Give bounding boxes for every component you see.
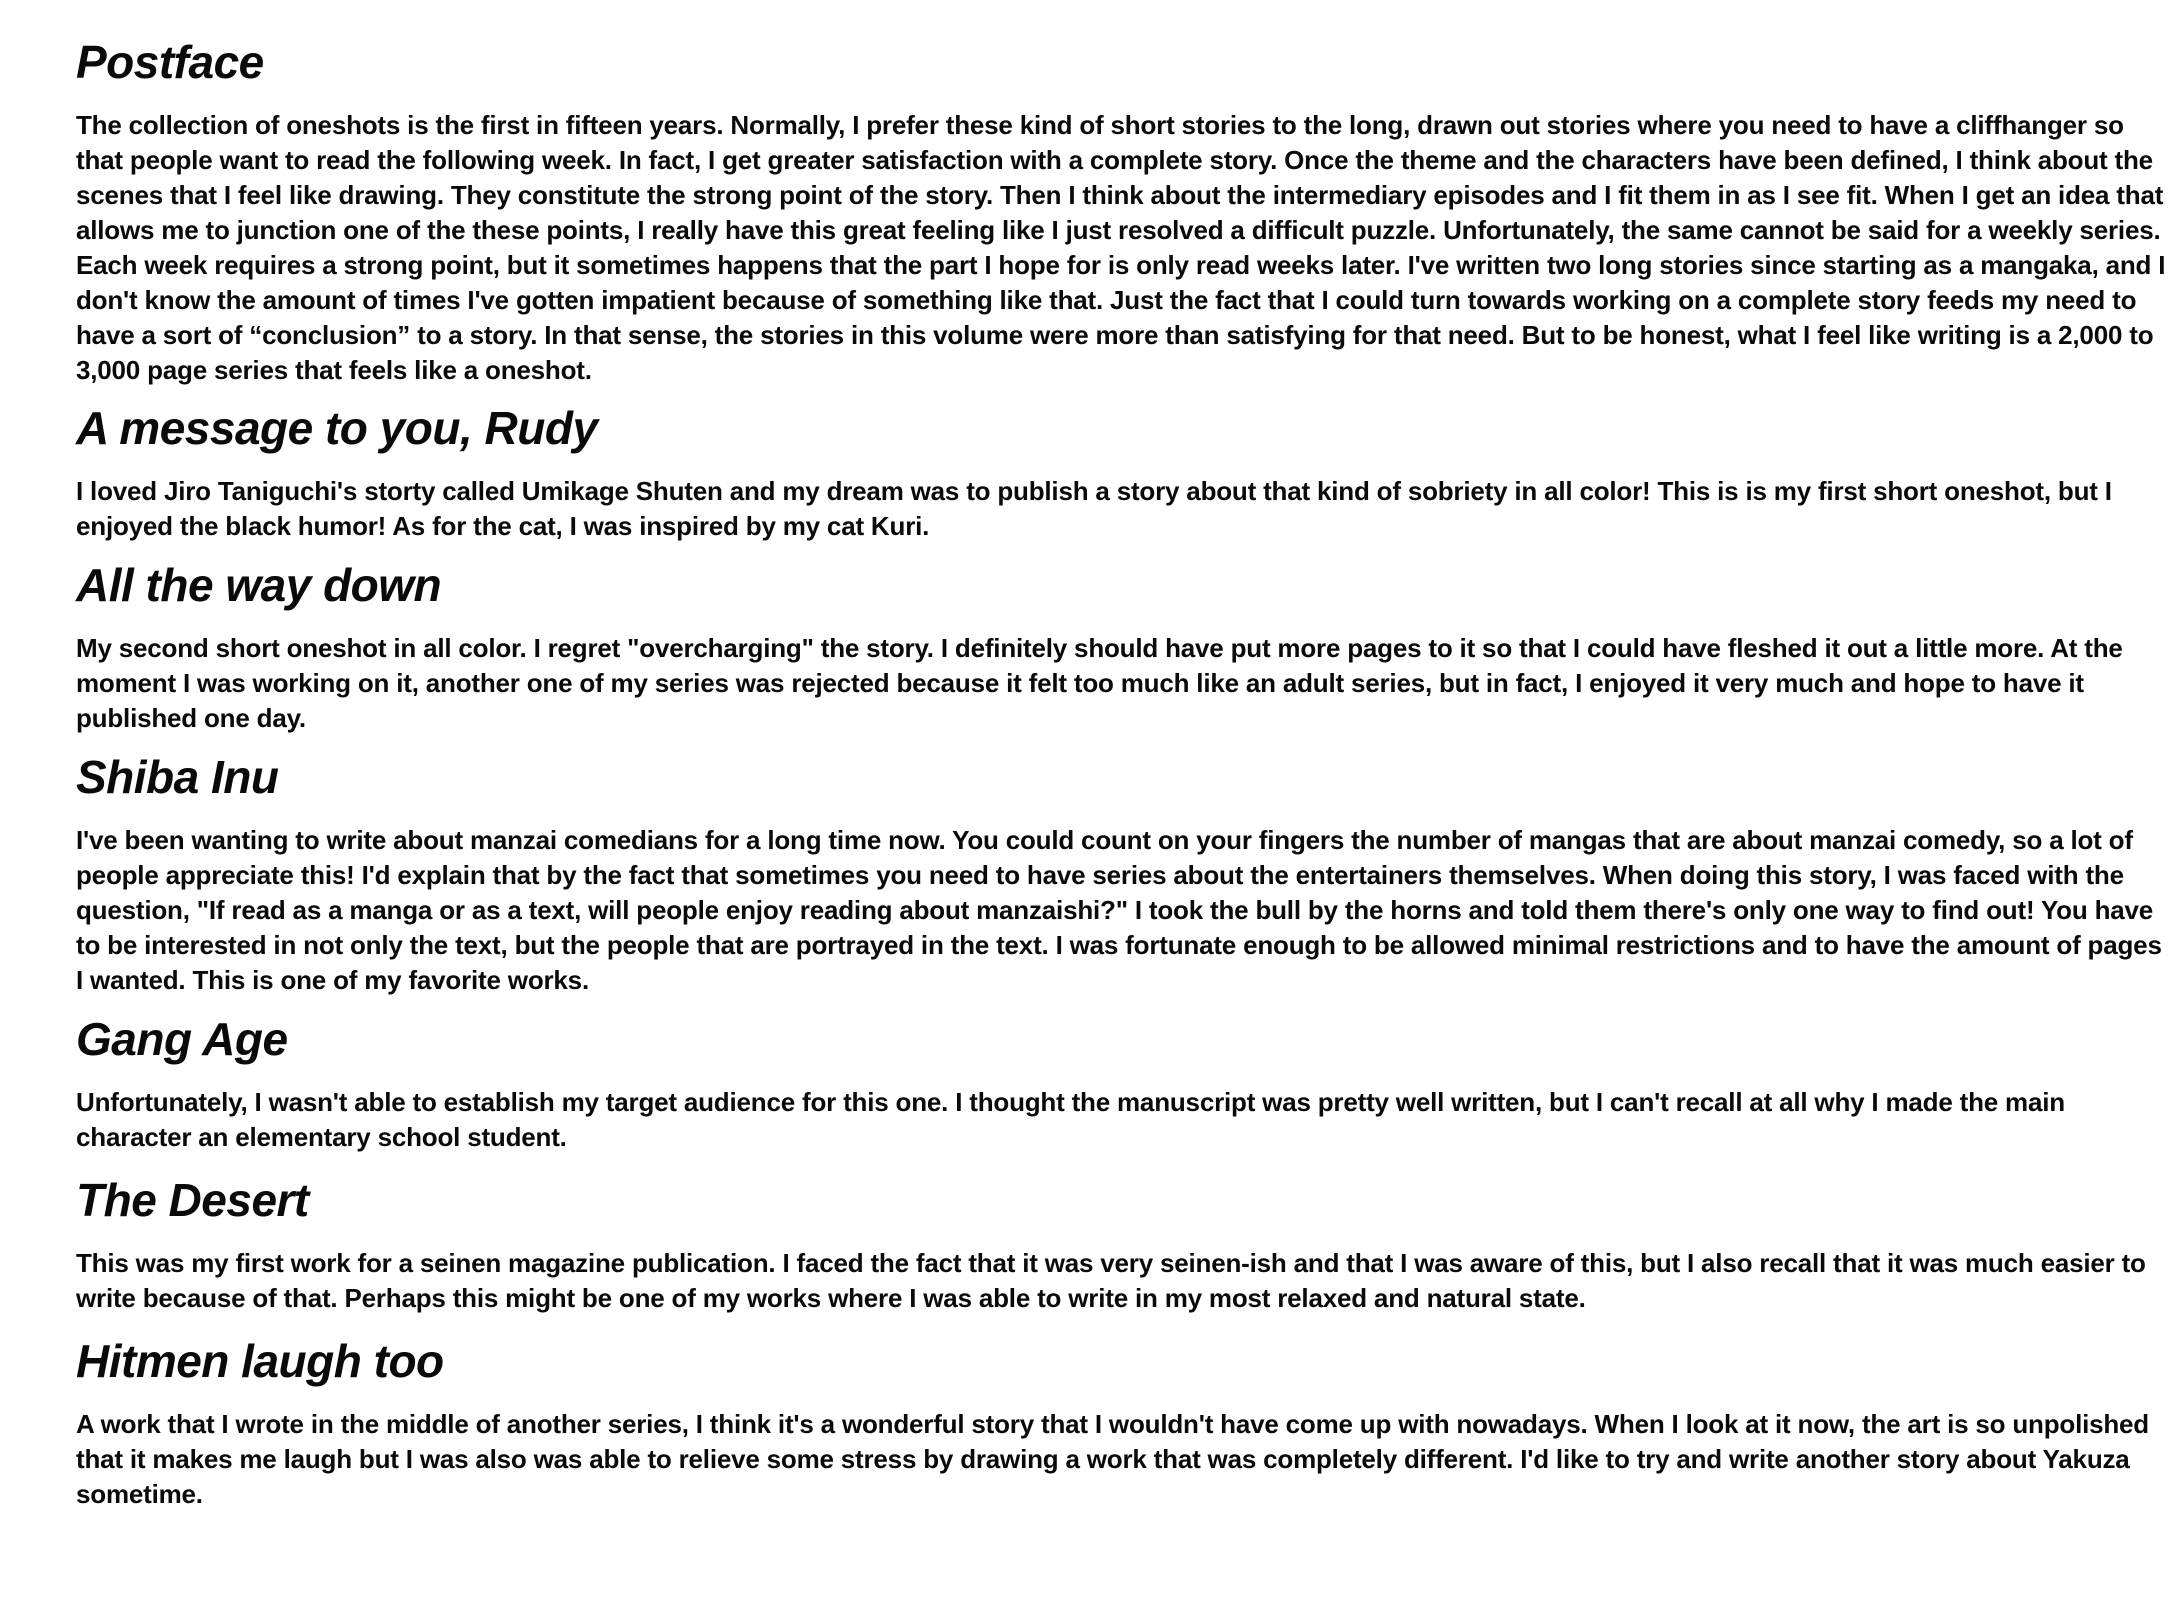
section-title: All the way down	[76, 559, 442, 611]
section-postface	[76, 34, 2166, 388]
section-title: Postface	[76, 36, 264, 88]
section-the-desert	[76, 1172, 2166, 1316]
section-body: A work that I wrote in the middle of another series, I think it's a wonderful story that I wouldn't have come up with nowadays. When I look at it now, the art is so unpolished that it makes me laugh but I was also was able to relieve some stress by drawing a work that was completely different. I'd like to try and write another story about Yakuza sometime.	[76, 1409, 2149, 1509]
section-title: Shiba Inu	[76, 751, 279, 803]
section-body: My second short oneshot in all color. I regret "overcharging" the story. I definitely should have put more pages to it so that I could have fleshed it out a little more. At the moment I was working on it, another one of my series was rejected because it felt too much like an adult series, but in fact, I enjoyed it very much and hope to have it published one day.	[76, 633, 2123, 733]
section-shiba-inu	[76, 749, 2166, 998]
section-a-message-to-you-rudy	[76, 400, 2166, 544]
section-title: Hitmen laugh too	[76, 1335, 444, 1387]
section-title: The Desert	[76, 1174, 309, 1226]
postface-page	[76, 34, 2166, 1512]
section-body: This was my first work for a seinen magazine publication. I faced the fact that it was very seinen-ish and that I was aware of this, but I also recall that it was much easier to write because of that. Perhaps this might be one of my works where I was able to write in my most relaxed and natural state.	[76, 1248, 2146, 1313]
section-body: Unfortunately, I wasn't able to establish my target audience for this one. I thought the manuscript was pretty well written, but I can't recall at all why I made the main character an elementary school student.	[76, 1087, 2065, 1152]
section-all-the-way-down	[76, 557, 2166, 736]
section-body: I loved Jiro Taniguchi's storty called Umikage Shuten and my dream was to publish a story about that kind of sobriety in all color! This is is my first short oneshot, but I enjoyed the black humor! As for the cat, I was inspired by my cat Kuri.	[76, 476, 2112, 541]
section-title: A message to you, Rudy	[76, 402, 598, 454]
section-hitmen-laugh-too	[76, 1333, 2166, 1512]
section-title: Gang Age	[76, 1013, 288, 1065]
section-body: The collection of oneshots is the first in fifteen years. Normally, I prefer these kind of short stories to the long, drawn out stories where you need to have a cliffhanger so that people want to read the following week. In fact, I get greater satisfaction with a complete story. Once the theme and the characters have been defined, I think about the scenes that I feel like drawing. They constitute the strong point of the story. Then I think about the intermediary episodes and I fit them in as I see fit. When I get an idea that allows me to junction one of the these points, I really have this great feeling like I just resolved a difficult puzzle. Unfortunately, the same cannot be said for a weekly series. Each week requires a strong point, but it sometimes happens that the part I hope for is only read weeks later. I've written two long stories since starting as a mangaka, and I don't know the amount of times I've gotten impatient because of something like that. Just the fact that I could turn towards working on a complete story feeds my need to have a sort of “conclusion” to a story. In that sense, the stories in this volume were more than satisfying for that need. But to be honest, what I feel like writing is a 2,000 to 3,000 page series that feels like a oneshot.	[76, 110, 2166, 385]
section-gang-age	[76, 1011, 2166, 1155]
section-body: I've been wanting to write about manzai comedians for a long time now. You could count on your fingers the number of mangas that are about manzai comedy, so a lot of people appreciate this! I'd explain that by the fact that sometimes you need to have series about the entertainers themselves. When doing this story, I was faced with the question, "If read as a manga or as a text, will people enjoy reading about manzaishi?" I took the bull by the horns and told them there's only one way to find out! You have to be interested in not only the text, but the people that are portrayed in the text. I was fortunate enough to be allowed minimal restrictions and to have the amount of pages I wanted. This is one of my favorite works.	[76, 825, 2162, 995]
